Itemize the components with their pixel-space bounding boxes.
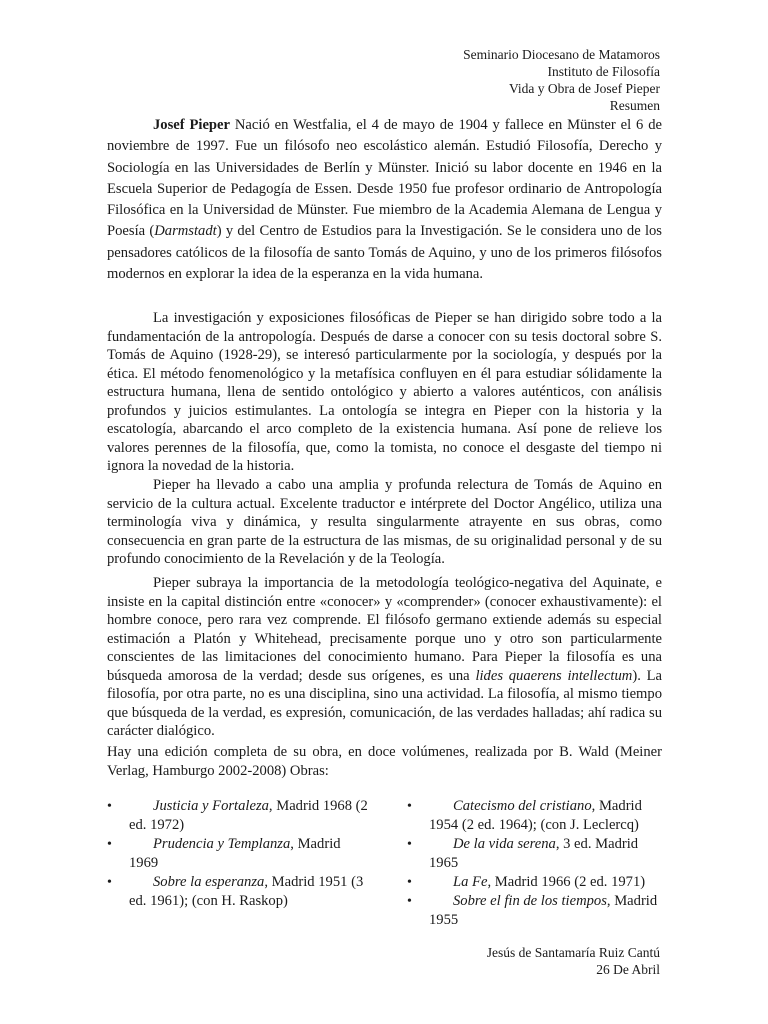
work-detail: , Madrid 1951 (3 ed. 1961); (con H. Raskop) bbox=[129, 874, 364, 909]
paragraph-text: Nació en Westfalia, el 4 de mayo de 1904 y fallece en Münster el 6 de noviembre de 1997. Fue un filósofo neo escolástico alemán. Estudió Filosofía, Derecho y Sociología en las Universidades de Berlín y Münster. Inició su labor docente en 1946 en la Escuela Superior de Pedagogía de Essen. Desde 1950 fue profesor ordinario de Antropología Filosófica en la Universidad de Münster. Fue miembro de la Academia Alemana de Lengua y Poesía ( bbox=[107, 117, 662, 240]
work-title: Catecismo del cristiano bbox=[453, 798, 592, 814]
bullet-icon: • bbox=[407, 875, 412, 890]
paragraph-methodology bbox=[107, 574, 662, 741]
author-name: Josef Pieper bbox=[153, 117, 231, 133]
footer-date: 26 De Abril bbox=[596, 962, 660, 977]
works-column-left bbox=[107, 797, 369, 911]
list-item bbox=[407, 797, 669, 835]
work-detail: , Madrid 1954 (2 ed. 1964); (con J. Leclercq) bbox=[429, 798, 642, 833]
footer-author: Jesús de Santamaría Ruiz Cantú bbox=[486, 945, 660, 960]
list-item bbox=[407, 835, 669, 873]
work-title: De la vida serena bbox=[453, 836, 556, 852]
works-column-right bbox=[407, 797, 669, 930]
paragraph-research bbox=[107, 309, 662, 476]
header-seminary: Seminario Diocesano de Matamoros bbox=[463, 47, 660, 62]
list-item bbox=[107, 873, 369, 911]
paragraph-text: Pieper ha llevado a cabo una amplia y profunda relectura de Tomás de Aquino en servicio de la cultura actual. Excelente traductor e intérprete del Doctor Angélico, utiliza una terminología viva y dinámica, y resulta singularmente atrayente en sus obras, como consecuencia en gran parte de la estructura de las mismas, de su originalidad personal y de su profundo conocimiento de la Revelación y de la Teología. bbox=[107, 477, 662, 567]
paragraph-biography bbox=[107, 115, 662, 285]
work-title: Prudencia y Templanza bbox=[153, 836, 291, 852]
work-title: Sobre el fin de los tiempos bbox=[453, 893, 607, 909]
paragraph-text: Pieper subraya la importancia de la metodología teológico-negativa del Aquinate, e insiste en la capital distinción entre «conocer» y «comprender» (conocer exhaustivamente): el hombre conoce, pero rara vez comprende. El filósofo germano extiende además su especial estimación a Platón y Whitehead, precisamente porque uno y otro son particularmente conscientes de las limitaciones del conocimiento humano. Para Pieper la filosofía es una búsqueda amorosa de la verdad; desde sus orígenes, es una bbox=[107, 575, 662, 684]
work-title: Sobre la esperanza bbox=[153, 874, 265, 890]
bullet-icon: • bbox=[407, 799, 412, 814]
work-detail: , 3 ed. Madrid 1965 bbox=[429, 836, 639, 871]
header-institute: Instituto de Filosofía bbox=[547, 64, 660, 79]
bullet-icon: • bbox=[107, 799, 112, 814]
list-item bbox=[107, 835, 369, 873]
paragraph-text: ). La filosofía, por otra parte, no es una disciplina, sino una actividad. La filosofía, al mismo tiempo que búsqueda de la verdad, es expresión, comunicación, de las verdades halladas; ahí radica su carácter dialógico. bbox=[107, 667, 662, 739]
work-title: La Fe bbox=[453, 874, 488, 890]
header-doc-type: Resumen bbox=[609, 98, 660, 113]
paragraph-text: Hay una edición completa de su obra, en doce volúmenes, realizada por B. Wald (Meiner Verlag, Hamburgo 2002-2008) Obras: bbox=[107, 744, 662, 779]
work-detail: , Madrid 1969 bbox=[129, 836, 341, 871]
work-title: Justicia y Fortaleza bbox=[153, 798, 269, 814]
bullet-icon: • bbox=[407, 894, 412, 909]
paragraph-text: La investigación y exposiciones filosóficas de Pieper se han dirigido sobre todo a la fundamentación de la antropología. Después de darse a conocer con su tesis doctoral sobre S. Tomás de Aquino (1928-29), se interesó particularmente por la sociología, y después por la ética. El método fenomenológico y la metafísica confluyen en él para estudiar sólidamente la estructura humana, llena de sentido ontológico y abierto a valores auténticos, con análisis profundos y juicios estimulantes. La ontología se integra en Pieper con la historia y la escatología, abarcando el arco completo de la existencia humana. Así pone de relieve los valores perennes de la filosofía, que, como la tomista, no conoce el desgaste del tiempo ni ignora la novedad de la historia. bbox=[107, 310, 662, 474]
list-item bbox=[407, 873, 669, 892]
document-header bbox=[463, 46, 660, 114]
bullet-icon: • bbox=[107, 837, 112, 852]
italic-term: Darmstadt bbox=[154, 223, 217, 240]
list-item bbox=[407, 892, 669, 930]
bullet-icon: • bbox=[407, 837, 412, 852]
header-subject: Vida y Obra de Josef Pieper bbox=[508, 81, 660, 96]
paragraph-aquinas bbox=[107, 476, 662, 569]
bullet-icon: • bbox=[107, 875, 112, 890]
list-item bbox=[107, 797, 369, 835]
italic-term: lides quaerens intellectum bbox=[475, 667, 633, 684]
paragraph-edition bbox=[107, 743, 662, 780]
work-detail: , Madrid 1966 (2 ed. 1971) bbox=[487, 874, 646, 890]
work-detail: , Madrid 1968 (2 ed. 1972) bbox=[129, 798, 368, 833]
paragraph-text: ) y del Centro de Estudios para la Investigación. Se le considera uno de los pensadores católicos de la filosofía de santo Tomás de Aquino, y uno de los primeros filósofos modernos en explorar la idea de la esperanza en la vida humana. bbox=[107, 223, 662, 283]
work-detail: , Madrid 1955 bbox=[429, 893, 658, 928]
document-footer bbox=[487, 944, 660, 978]
